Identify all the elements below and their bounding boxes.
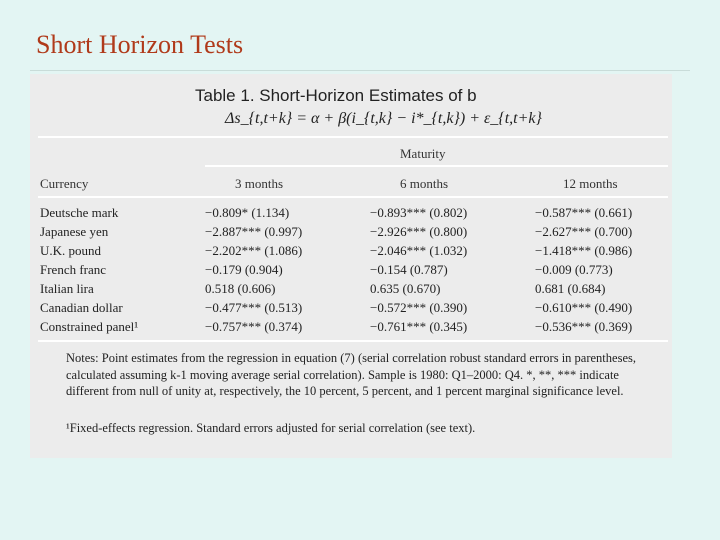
col-header-12m: 12 months <box>563 176 618 191</box>
estimate-cell: −1.418*** (0.986) <box>535 243 633 258</box>
maturity-header: Maturity <box>400 146 446 161</box>
estimate-cell: −0.536*** (0.369) <box>535 319 633 334</box>
col-header-6m: 6 months <box>400 176 449 191</box>
currency-cell: Italian lira <box>40 281 94 296</box>
estimate-cell: 0.681 (0.684) <box>535 281 606 296</box>
currency-cell: Constrained panel¹ <box>40 319 139 334</box>
table-title: Table 1. Short-Horizon Estimates of b <box>195 86 477 105</box>
estimate-cell: −0.809* (1.134) <box>205 205 290 220</box>
table-row <box>30 243 672 262</box>
col-header-currency: Currency <box>40 176 89 191</box>
estimate-cell: −2.926*** (0.800) <box>370 224 468 239</box>
estimate-cell: −0.610*** (0.490) <box>535 300 633 315</box>
currency-cell: Deutsche mark <box>40 205 119 220</box>
rule-bottom <box>38 340 668 342</box>
estimate-cell: 0.635 (0.670) <box>370 281 441 296</box>
regression-equation: Δs_{t,t+k} = α + β(i_{t,k} − i*_{t,k}) + ε_{t,t+k} <box>225 110 542 127</box>
estimate-cell: −0.154 (0.787) <box>370 262 448 277</box>
table-row <box>30 300 672 319</box>
estimate-cell: 0.518 (0.606) <box>205 281 276 296</box>
table-row <box>30 262 672 281</box>
estimate-cell: −2.887*** (0.997) <box>205 224 303 239</box>
slide-title: Short Horizon Tests <box>36 30 244 59</box>
rule-maturity <box>205 165 668 167</box>
col-header-3m: 3 months <box>235 176 284 191</box>
title-divider <box>30 70 690 71</box>
estimate-cell: −0.761*** (0.345) <box>370 319 468 334</box>
currency-cell: French franc <box>40 262 107 277</box>
estimate-cell: −2.046*** (1.032) <box>370 243 468 258</box>
table-row <box>30 281 672 300</box>
currency-cell: Canadian dollar <box>40 300 123 315</box>
table-notes: Notes: Point estimates from the regression in equation (7) (serial correlation robust standard errors in parentheses, calculated assuming k-1 moving average serial correlation). Sample is 1980: Q1–2000: Q4. *, **, *** indicate different from null of unity at, respectively, the 10 percent, 5 percent, and 1 percent marginal significance level. <box>66 351 636 398</box>
estimate-cell: −0.893*** (0.802) <box>370 205 468 220</box>
table-footnote: ¹Fixed-effects regression. Standard errors adjusted for serial correlation (see text). <box>66 421 476 435</box>
estimate-cell: −0.587*** (0.661) <box>535 205 633 220</box>
estimate-cell: −0.477*** (0.513) <box>205 300 303 315</box>
table-row <box>30 224 672 243</box>
rule-top <box>38 136 668 138</box>
table-image-panel <box>30 74 672 458</box>
rule-header <box>38 196 668 198</box>
estimate-cell: −2.627*** (0.700) <box>535 224 633 239</box>
table-row <box>30 205 672 224</box>
currency-cell: Japanese yen <box>40 224 109 239</box>
table-row <box>30 319 672 338</box>
currency-cell: U.K. pound <box>40 243 102 258</box>
estimate-cell: −0.757*** (0.374) <box>205 319 303 334</box>
estimate-cell: −0.009 (0.773) <box>535 262 613 277</box>
estimate-cell: −0.572*** (0.390) <box>370 300 468 315</box>
estimate-cell: −2.202*** (1.086) <box>205 243 303 258</box>
estimate-cell: −0.179 (0.904) <box>205 262 283 277</box>
